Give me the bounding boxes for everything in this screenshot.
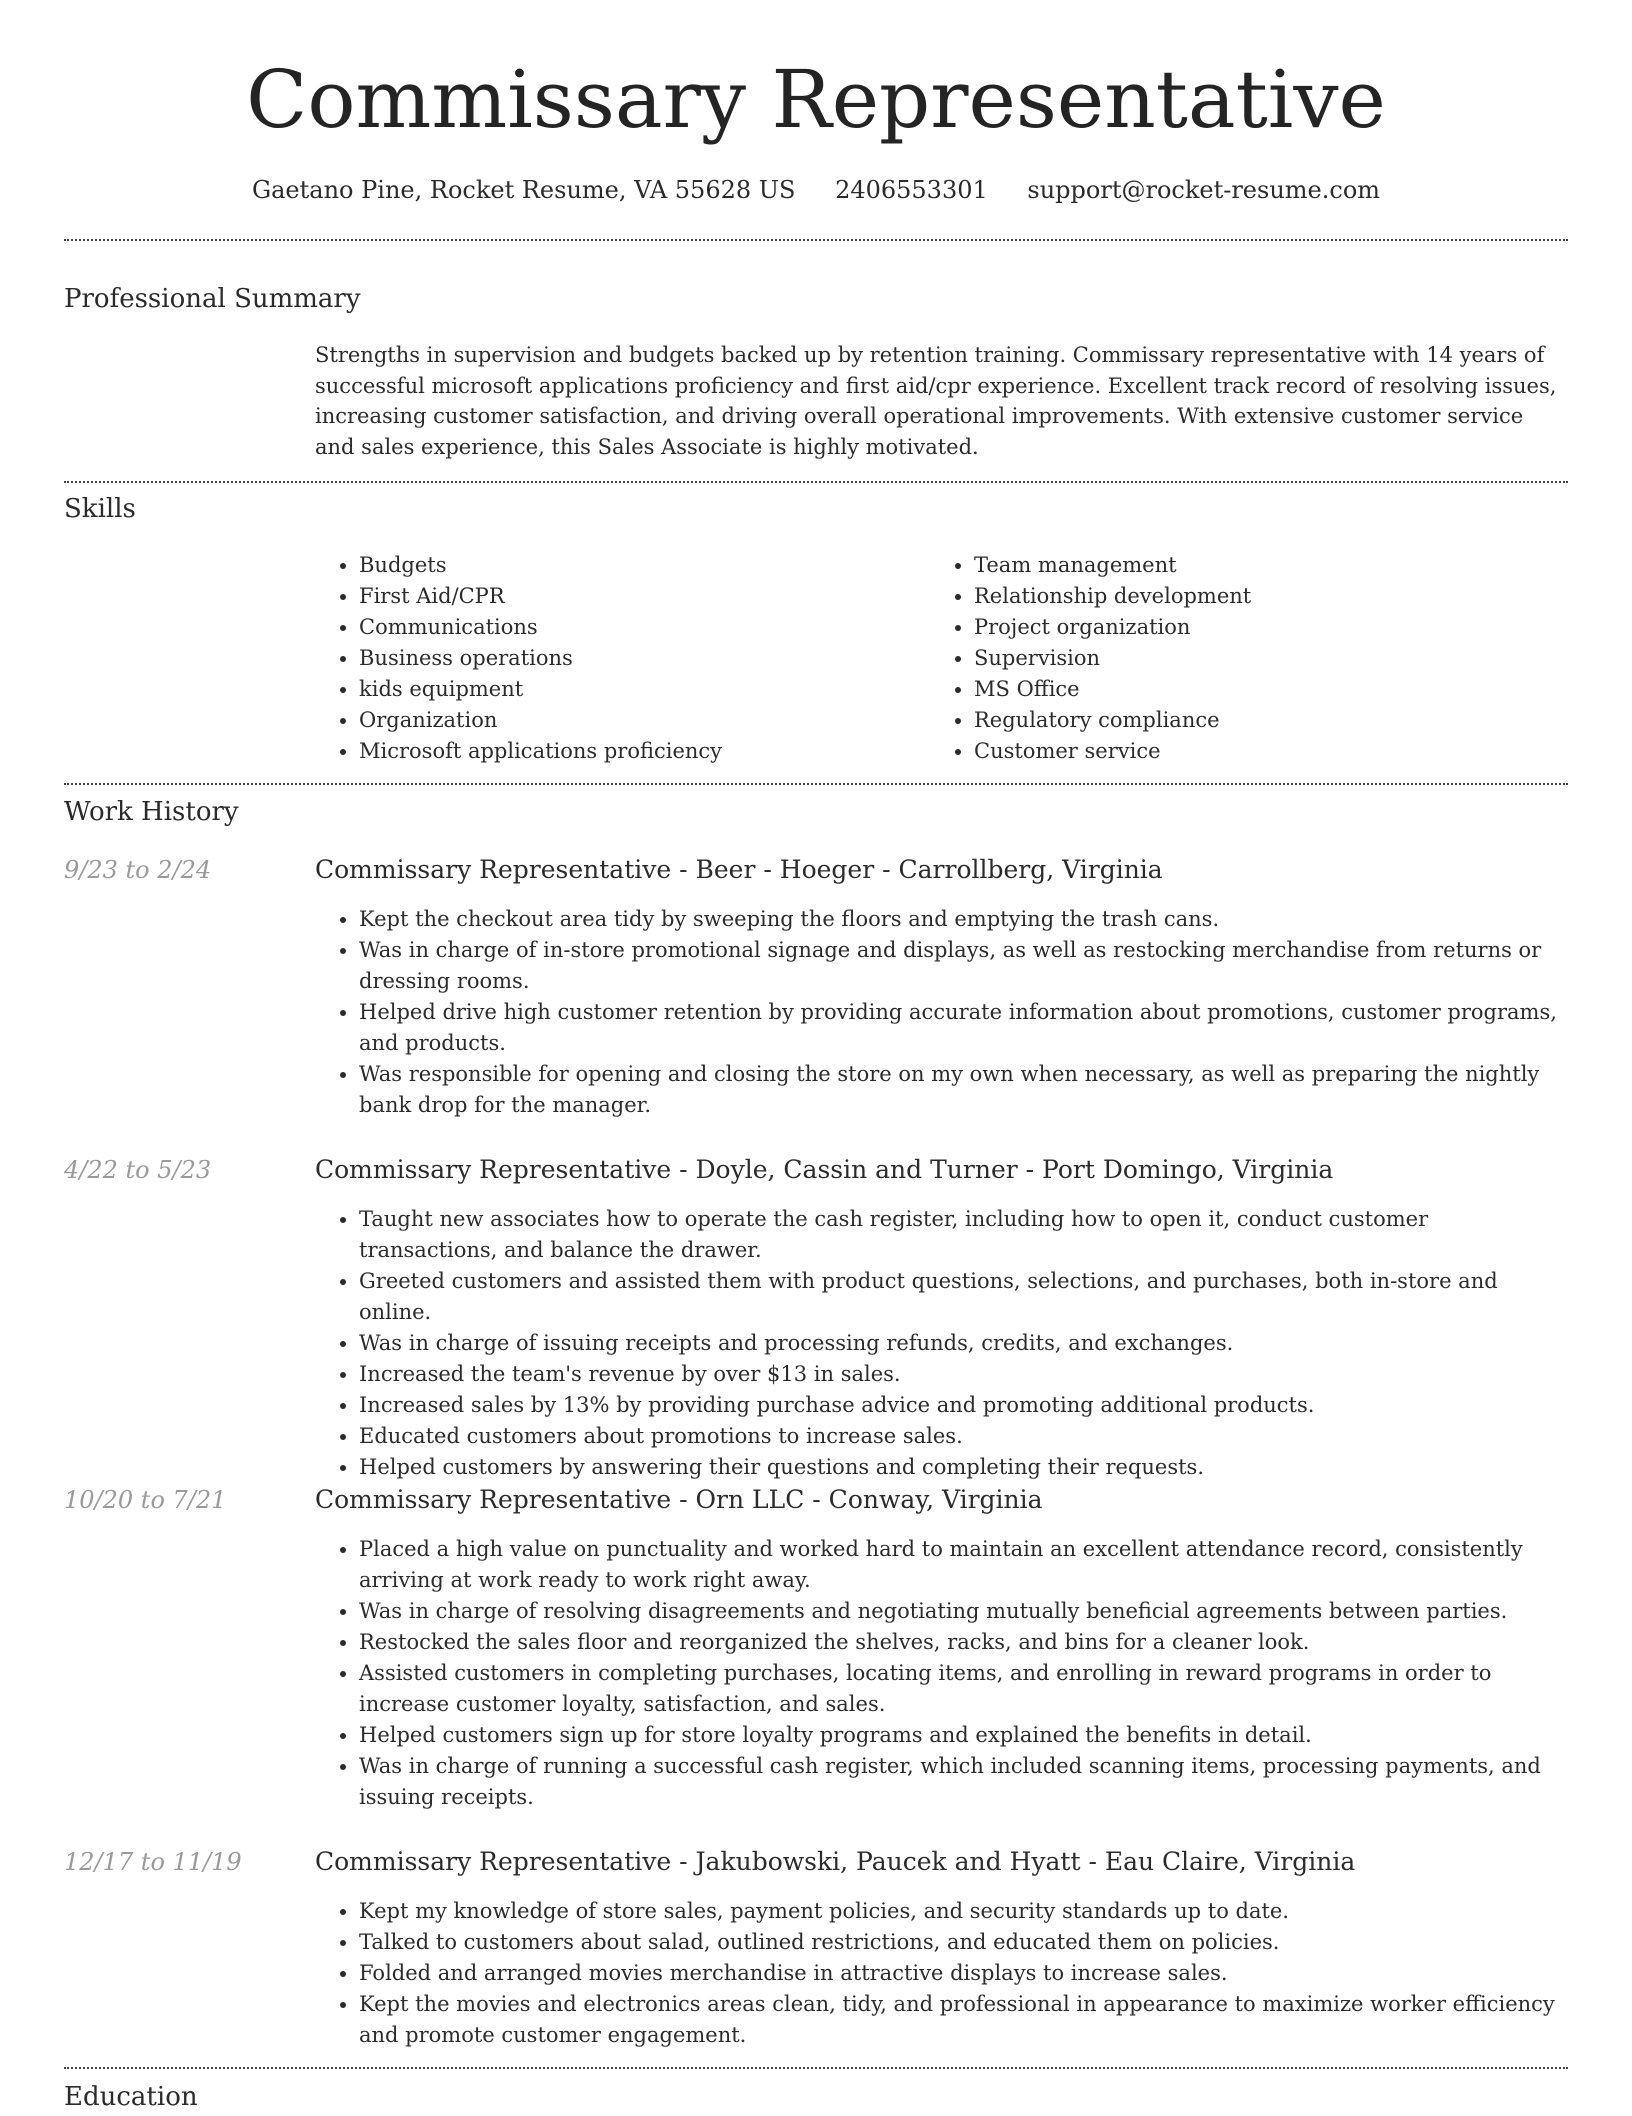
skill-item: • Team management	[974, 550, 1550, 581]
skill-item: • Organization	[359, 705, 915, 736]
summary-text: Strengths in supervision and budgets backed up by retention training. Commissary representative with 14 years of successful microsoft applications proficiency and first aid/cpr experience. Excellent track record of resolving issues, increasing customer satisfaction, and driving overall operational improvements. With extensive customer service and sales experience, this Sales Associate is highly motivated.	[315, 343, 1557, 459]
skill-item: • Business operations	[359, 643, 915, 674]
skill-item: • Microsoft applications proficiency	[359, 736, 915, 767]
job-bullet: • Placed a high value on punctuality and worked hard to maintain an excellent attendance record, consistently arriving at work ready to work right away.	[359, 1534, 1568, 1596]
job-bullet: • Kept the movies and electronics areas clean, tidy, and professional in appearance to maximize worker efficiency and promote customer engagement.	[359, 1989, 1568, 2051]
divider	[64, 481, 1568, 483]
skills-list-left	[315, 550, 915, 767]
job-bullet: • Was responsible for opening and closing the store on my own when necessary, as well as preparing the nightly bank drop for the manager.	[359, 1059, 1568, 1121]
contact-address: Gaetano Pine, Rocket Resume, VA 55628 US	[251, 176, 796, 204]
skill-item: • Budgets	[359, 550, 915, 581]
job-bullets	[315, 1896, 1568, 2051]
education-heading: Education	[64, 2082, 198, 2112]
skill-item: • Customer service	[974, 736, 1550, 767]
work-history-heading: Work History	[64, 797, 239, 827]
skill-item: • First Aid/CPR	[359, 581, 915, 612]
job-title: Commissary Representative - Orn LLC - Conway, Virginia	[315, 1485, 1043, 1514]
job-bullet: • Educated customers about promotions to increase sales.	[359, 1421, 1568, 1452]
job-bullet: • Greeted customers and assisted them with product questions, selections, and purchases, both in-store and online.	[359, 1266, 1568, 1328]
job-title: Commissary Representative - Jakubowski, Paucek and Hyatt - Eau Claire, Virginia	[315, 1847, 1356, 1876]
contact-phone: 2406553301	[835, 176, 988, 204]
job-title: Commissary Representative - Doyle, Cassin and Turner - Port Domingo, Virginia	[315, 1155, 1334, 1184]
contact-line	[0, 170, 1632, 210]
job-bullet: • Talked to customers about salad, outlined restrictions, and educated them on policies.	[359, 1927, 1568, 1958]
job-dates: 12/17 to 11/19	[64, 1848, 242, 1876]
skill-item: • kids equipment	[359, 674, 915, 705]
job-bullets	[315, 904, 1568, 1121]
skill-item: • Communications	[359, 612, 915, 643]
job-bullet: • Increased sales by 13% by providing purchase advice and promoting additional products.	[359, 1390, 1568, 1421]
skill-item: • Project organization	[974, 612, 1550, 643]
job-bullet: • Kept my knowledge of store sales, payment policies, and security standards up to date.	[359, 1896, 1568, 1927]
divider	[64, 783, 1568, 785]
job-bullet: • Was in charge of resolving disagreements and negotiating mutually beneficial agreements between parties.	[359, 1596, 1568, 1627]
skill-item: • Regulatory compliance	[974, 705, 1550, 736]
job-bullet: • Was in charge of running a successful cash register, which included scanning items, processing payments, and issuing receipts.	[359, 1751, 1568, 1813]
divider	[64, 2067, 1568, 2069]
job-bullet: • Restocked the sales floor and reorganized the shelves, racks, and bins for a cleaner look.	[359, 1627, 1568, 1658]
skill-item: • Relationship development	[974, 581, 1550, 612]
skills-list-right	[930, 550, 1550, 767]
job-bullets	[315, 1204, 1568, 1483]
skill-item: • MS Office	[974, 674, 1550, 705]
job-bullet: • Helped customers by answering their questions and completing their requests.	[359, 1452, 1568, 1483]
summary-heading: Professional Summary	[64, 284, 361, 314]
divider	[64, 239, 1568, 241]
job-dates: 10/20 to 7/21	[64, 1486, 227, 1514]
job-bullet: • Helped drive high customer retention by providing accurate information about promotions, customer programs, and products.	[359, 997, 1568, 1059]
job-bullet: • Helped customers sign up for store loyalty programs and explained the benefits in detail.	[359, 1720, 1568, 1751]
job-bullets	[315, 1534, 1568, 1813]
job-bullet: • Increased the team's revenue by over $13 in sales.	[359, 1359, 1568, 1390]
job-dates: 4/22 to 5/23	[64, 1156, 212, 1184]
resume-title: Commissary Representative	[246, 53, 1386, 146]
job-bullet: • Taught new associates how to operate the cash register, including how to open it, conduct customer transactions, and balance the drawer.	[359, 1204, 1568, 1266]
job-title: Commissary Representative - Beer - Hoeger - Carrollberg, Virginia	[315, 855, 1163, 884]
job-bullet: • Assisted customers in completing purchases, locating items, and enrolling in reward programs in order to increase customer loyalty, satisfaction, and sales.	[359, 1658, 1568, 1720]
skills-column-right	[930, 550, 1550, 767]
contact-email: support@rocket-resume.com	[1027, 176, 1381, 204]
skills-column-left	[315, 550, 915, 767]
skills-heading: Skills	[64, 494, 136, 524]
job-bullet: • Kept the checkout area tidy by sweeping the floors and emptying the trash cans.	[359, 904, 1568, 935]
job-bullet: • Folded and arranged movies merchandise in attractive displays to increase sales.	[359, 1958, 1568, 1989]
job-bullet: • Was in charge of in-store promotional signage and displays, as well as restocking merchandise from returns or dressing rooms.	[359, 935, 1568, 997]
skill-item: • Supervision	[974, 643, 1550, 674]
job-dates: 9/23 to 2/24	[64, 856, 212, 884]
job-bullet: • Was in charge of issuing receipts and processing refunds, credits, and exchanges.	[359, 1328, 1568, 1359]
